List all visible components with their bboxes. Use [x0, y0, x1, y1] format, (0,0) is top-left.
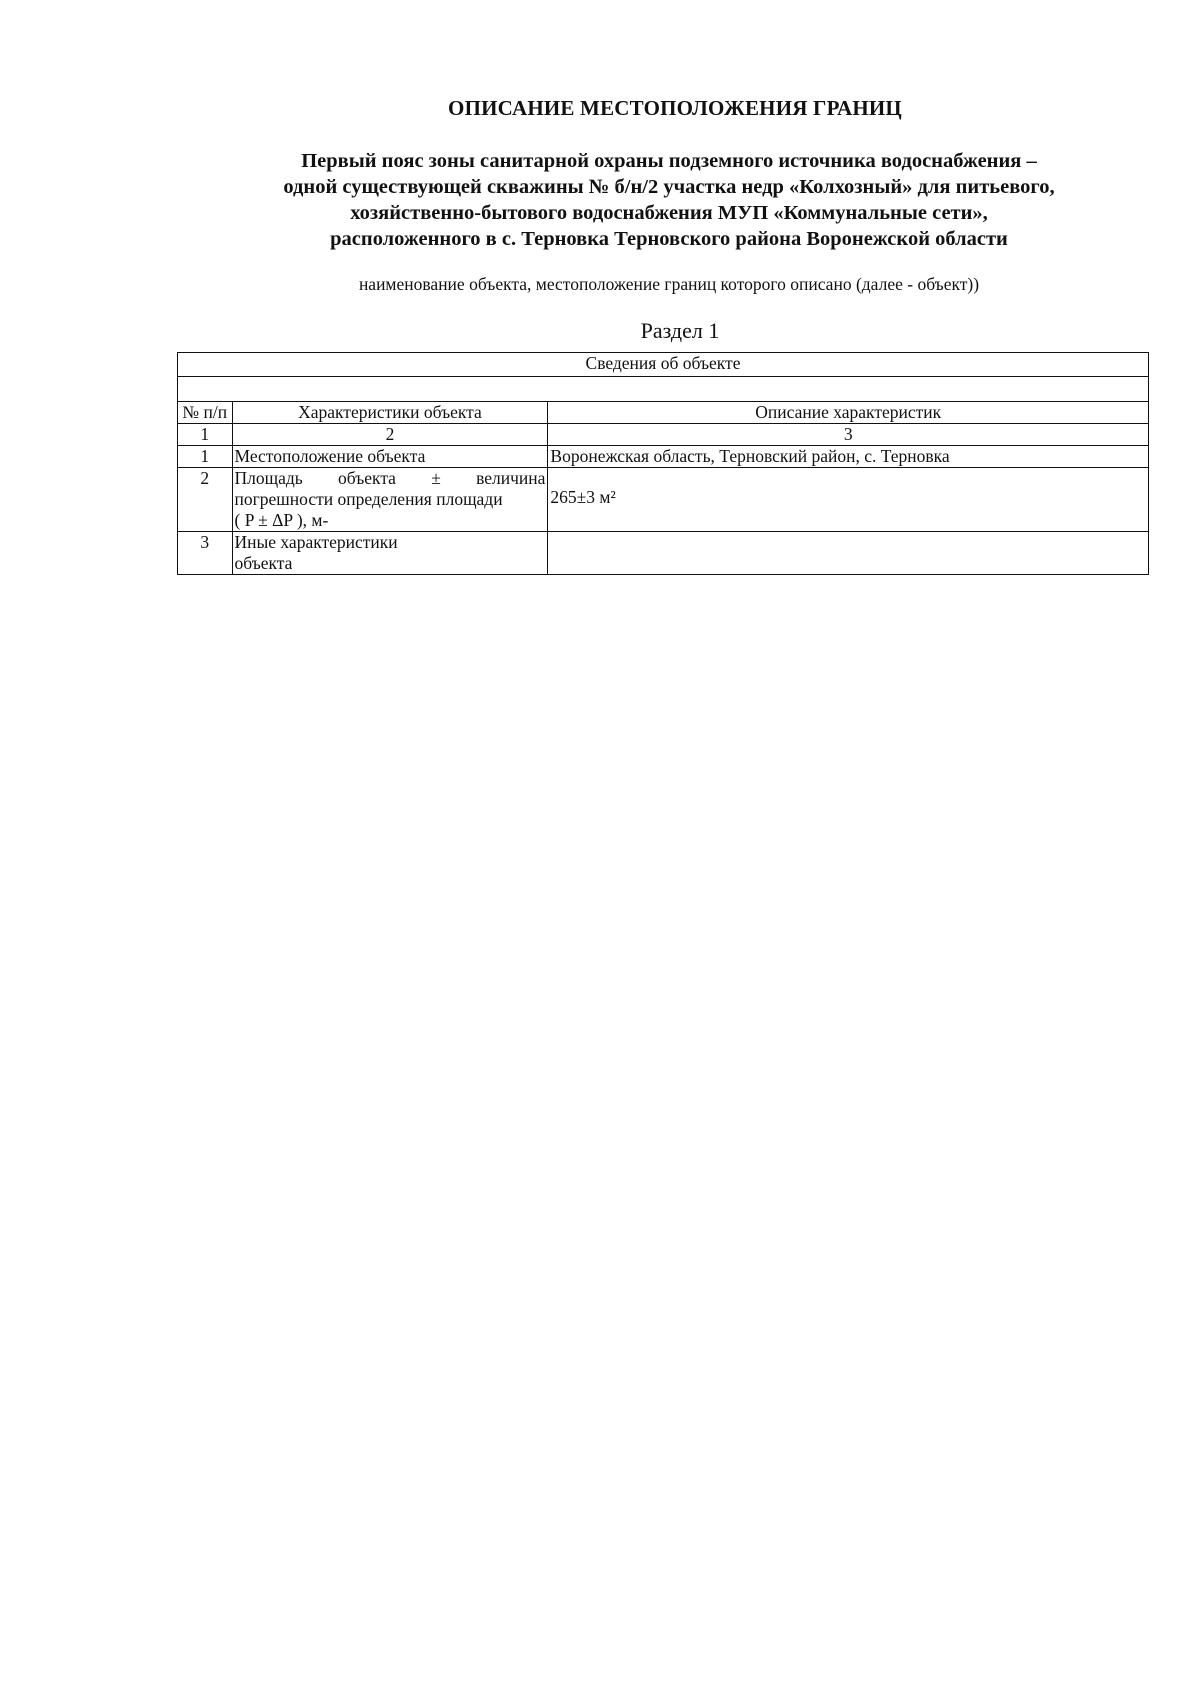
characteristic-line: ( P ± ΔP ), м- — [234, 510, 329, 530]
characteristic-line: Площадь объекта ± величина — [234, 468, 546, 488]
row-characteristic — [232, 532, 548, 575]
object-caption: наименование объекта, местоположение границ которого описано (далее - объект)) — [358, 274, 980, 294]
subtitle-line: расположенного в с. Терновка Терновского района Воронежской области — [330, 228, 1008, 250]
table-header-row — [178, 353, 1149, 377]
column-number-cell: 2 — [232, 424, 548, 446]
column-number-cell: 1 — [178, 424, 233, 446]
row-description: Воронежская область, Терновский район, с. Терновка — [548, 446, 1149, 468]
row-number: 2 — [178, 468, 233, 532]
column-number-row — [178, 424, 1149, 446]
subtitle-line: одной существующей скважины № б/н/2 участка недр «Колхозный» для питьевого, — [283, 176, 1055, 198]
column-header-description: Описание характеристик — [548, 402, 1149, 424]
characteristic-line: Иные характеристики — [234, 532, 398, 552]
row-description — [548, 532, 1149, 575]
table-row — [178, 446, 1149, 468]
row-description: 265±3 м² — [548, 468, 1149, 532]
subtitle-line: хозяйственно-бытового водоснабжения МУП «Коммунальные сети», — [350, 202, 988, 224]
document-subtitle — [200, 148, 1138, 252]
column-header-row — [178, 402, 1149, 424]
document-title: ОПИСАНИЕ МЕСТОПОЛОЖЕНИЯ ГРАНИЦ — [448, 96, 902, 120]
characteristic-line: объекта — [234, 553, 293, 573]
row-number: 1 — [178, 446, 233, 468]
object-info-table — [177, 352, 1149, 575]
column-number-cell: 3 — [548, 424, 1149, 446]
table-row — [178, 468, 1149, 532]
column-header-characteristic: Характеристики объекта — [232, 402, 548, 424]
table-row — [178, 532, 1149, 575]
table-spacer-row — [178, 377, 1149, 402]
table-spacer-cell — [178, 377, 1149, 402]
row-number: 3 — [178, 532, 233, 575]
section-heading: Раздел 1 — [640, 318, 720, 343]
subtitle-line: Первый пояс зоны санитарной охраны подземного источника водоснабжения – — [301, 150, 1037, 172]
characteristic-line: погрешности определения площади — [234, 489, 503, 509]
column-header-number: № п/п — [178, 402, 233, 424]
row-characteristic: Местоположение объекта — [232, 446, 548, 468]
table-header: Сведения об объекте — [178, 353, 1149, 377]
row-characteristic — [232, 468, 548, 532]
